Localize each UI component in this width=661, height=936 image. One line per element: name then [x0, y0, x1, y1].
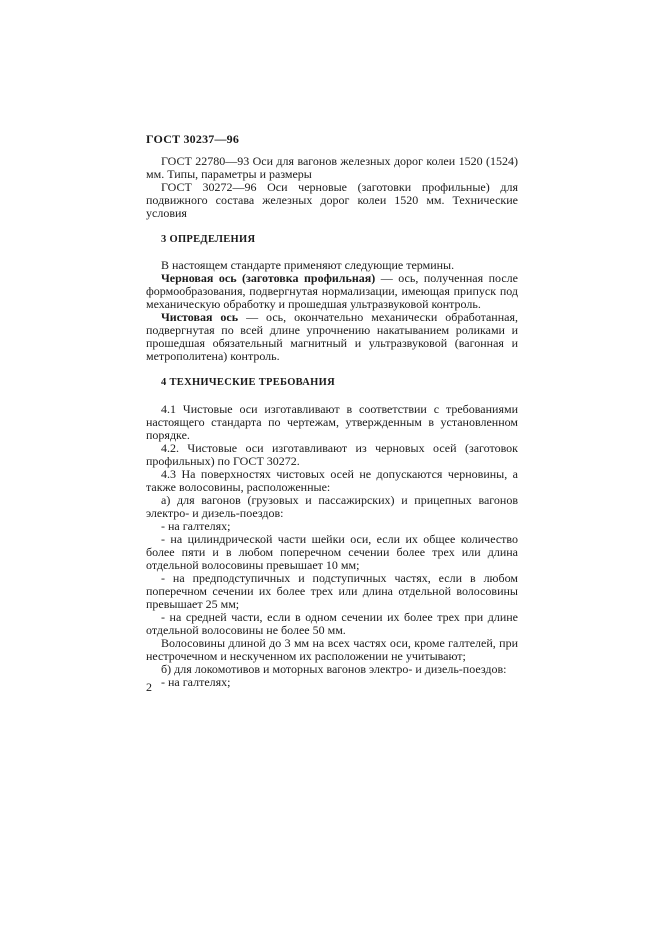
definition-text: — ось, окончательно механически обработанная, подвергнутая по всей длине упрочнению накатыванием роликами и прошедшая обязательный магнитный и ультразвуковой (вагонная и метрополитена) контроль. — [146, 310, 518, 363]
paragraph: а) для вагонов (грузовых и пассажирских) и прицепных вагонов электро- и дизель-поездов: — [146, 493, 518, 520]
list-item: - на галтелях; — [161, 675, 231, 689]
paragraph: б) для локомотивов и моторных вагонов электро- и дизель-поездов: — [161, 662, 507, 676]
paragraph: 4.2. Чистовые оси изготавливают из черновых осей (заготовок профильных) по ГОСТ 30272. — [146, 441, 518, 468]
normative-reference: ГОСТ 22780—93 Оси для вагонов железных дорог колеи 1520 (1524) мм. Типы, параметры и размеры — [146, 154, 518, 181]
list-item: - на галтелях; — [161, 519, 231, 533]
section-3-heading: 3 ОПРЕДЕЛЕНИЯ — [161, 234, 256, 245]
list-item: - на средней части, если в одном сечении их более трех при длине отдельной волосовины не более 50 мм. — [146, 610, 518, 637]
definition-term: Чистовая ось — [161, 310, 239, 324]
document-header: ГОСТ 30237—96 — [146, 132, 240, 146]
definitions-intro: В настоящем стандарте применяют следующие термины. — [161, 258, 455, 272]
list-item: - на цилиндрической части шейки оси, если их общее количество более пяти и в любом поперечном сечении более трех или длина отдельной волосовины превышает 10 мм; — [146, 532, 518, 572]
definition-text: — ось, полученная после формообразования, подвергнутая нормализации, имеющая припуск под механическую обработку и прошедшая ультразвуковой контроль. — [146, 271, 518, 311]
paragraph: Волосовины длиной до 3 мм на всех частях оси, кроме галтелей, при нестрочечном и нескученном их расположении не учитывают; — [146, 636, 518, 663]
paragraph: 4.1 Чистовые оси изготавливают в соответствии с требованиями настоящего стандарта по чертежам, утвержденным в установленном порядке. — [146, 402, 518, 442]
definition-finished-axle — [146, 311, 518, 363]
list-item: - на предподступичных и подступичных частях, если в любом поперечном сечении их более трех или длина отдельной волосовины превышает 25 мм; — [146, 571, 518, 611]
paragraph: 4.3 На поверхностях чистовых осей не допускаются черновины, а также волосовины, расположенные: — [146, 467, 518, 494]
definition-term: Черновая ось (заготовка профильная) — [161, 271, 376, 285]
definition-rough-axle — [146, 272, 518, 311]
section-4-heading: 4 ТЕХНИЧЕСКИЕ ТРЕБОВАНИЯ — [161, 377, 335, 388]
document-body — [146, 155, 518, 689]
normative-reference: ГОСТ 30272—96 Оси черновые (заготовки профильные) для подвижного состава железных дорог колеи 1520 мм. Технические условия — [146, 180, 518, 220]
page-number: 2 — [146, 680, 152, 694]
